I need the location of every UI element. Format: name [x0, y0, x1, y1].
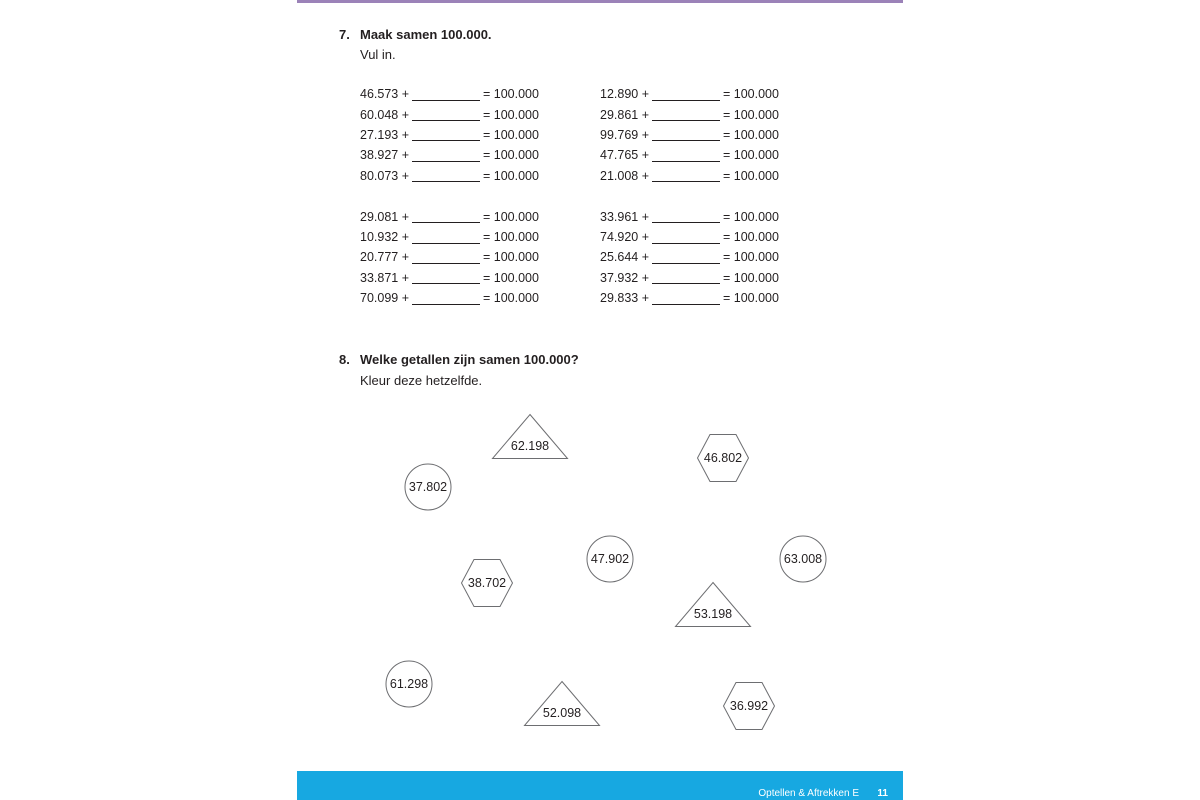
sum-addend: 20.777 +	[360, 250, 410, 265]
sum-result: = 100.000	[723, 87, 779, 102]
sum-row	[600, 247, 830, 267]
sum-result: = 100.000	[483, 148, 539, 163]
footer-bar	[297, 771, 903, 800]
shape-value: 38.702	[467, 576, 507, 590]
sum-result: = 100.000	[483, 250, 539, 265]
sum-addend: 70.099 +	[360, 291, 410, 306]
sum-addend: 47.765 +	[600, 148, 650, 163]
sum-result: = 100.000	[483, 107, 539, 122]
sum-row	[360, 247, 590, 267]
sum-result: = 100.000	[723, 127, 779, 142]
sum-result: = 100.000	[483, 270, 539, 285]
sum-row	[600, 288, 830, 308]
shape-value: 62.198	[510, 439, 550, 453]
exercise-8-instruction: Kleur deze hetzelfde.	[360, 373, 483, 388]
sum-row	[600, 227, 830, 247]
worksheet-page	[297, 0, 903, 800]
answer-blank[interactable]	[652, 271, 720, 284]
sum-result: = 100.000	[723, 107, 779, 122]
sum-addend: 37.932 +	[600, 270, 650, 285]
sum-result: = 100.000	[483, 209, 539, 224]
triangle-number-shape[interactable]	[675, 582, 751, 627]
shape-value: 53.198	[693, 607, 733, 621]
answer-blank[interactable]	[652, 108, 720, 121]
shape-value: 47.902	[590, 552, 630, 566]
sum-result: = 100.000	[723, 291, 779, 306]
answer-blank[interactable]	[412, 169, 480, 182]
answer-blank[interactable]	[412, 108, 480, 121]
sum-row	[360, 206, 590, 226]
answer-blank[interactable]	[652, 251, 720, 264]
answer-blank[interactable]	[412, 149, 480, 162]
sum-addend: 29.833 +	[600, 291, 650, 306]
sums-right-column	[600, 84, 830, 329]
hexagon-number-shape[interactable]	[723, 682, 775, 730]
sum-result: = 100.000	[483, 87, 539, 102]
sum-row	[360, 125, 590, 145]
sum-result: = 100.000	[483, 230, 539, 245]
sum-addend: 60.048 +	[360, 107, 410, 122]
sum-row	[600, 145, 830, 165]
shape-value: 36.992	[729, 699, 769, 713]
answer-blank[interactable]	[412, 271, 480, 284]
exercise-7-instruction: Vul in.	[360, 47, 396, 62]
answer-blank[interactable]	[652, 169, 720, 182]
sum-row	[360, 166, 590, 186]
sum-addend: 46.573 +	[360, 87, 410, 102]
sum-addend: 99.769 +	[600, 127, 650, 142]
answer-blank[interactable]	[412, 251, 480, 264]
sum-row	[360, 84, 590, 104]
sums-left-column	[360, 84, 590, 329]
sum-group	[360, 206, 590, 308]
exercise-7-title: Maak samen 100.000.	[360, 27, 492, 42]
answer-blank[interactable]	[652, 231, 720, 244]
sum-addend: 80.073 +	[360, 168, 410, 183]
shape-value: 46.802	[703, 451, 743, 465]
sum-addend: 74.920 +	[600, 230, 650, 245]
shape-value: 37.802	[408, 480, 448, 494]
sum-addend: 10.932 +	[360, 230, 410, 245]
sum-result: = 100.000	[723, 250, 779, 265]
answer-blank[interactable]	[652, 149, 720, 162]
sum-row	[360, 227, 590, 247]
sum-addend: 25.644 +	[600, 250, 650, 265]
sum-result: = 100.000	[723, 230, 779, 245]
exercise-7-number: 7.	[339, 27, 350, 42]
sum-result: = 100.000	[483, 291, 539, 306]
sum-result: = 100.000	[723, 270, 779, 285]
sum-addend: 29.081 +	[360, 209, 410, 224]
sum-addend: 12.890 +	[600, 87, 650, 102]
answer-blank[interactable]	[412, 88, 480, 101]
sum-row	[600, 104, 830, 124]
circle-number-shape[interactable]	[404, 463, 452, 511]
sum-result: = 100.000	[723, 209, 779, 224]
sum-row	[600, 166, 830, 186]
sum-row	[600, 84, 830, 104]
circle-number-shape[interactable]	[586, 535, 634, 583]
sum-result: = 100.000	[483, 168, 539, 183]
triangle-number-shape[interactable]	[492, 414, 568, 459]
answer-blank[interactable]	[652, 88, 720, 101]
sum-result: = 100.000	[483, 127, 539, 142]
footer-page-number: 11	[877, 788, 888, 799]
shape-value: 61.298	[389, 677, 429, 691]
sum-group	[600, 84, 830, 186]
circle-number-shape[interactable]	[779, 535, 827, 583]
exercise-8-number: 8.	[339, 352, 350, 367]
hexagon-number-shape[interactable]	[461, 559, 513, 607]
sum-addend: 27.193 +	[360, 127, 410, 142]
sum-addend: 21.008 +	[600, 168, 650, 183]
sum-row	[360, 104, 590, 124]
answer-blank[interactable]	[652, 128, 720, 141]
sum-row	[360, 145, 590, 165]
answer-blank[interactable]	[652, 292, 720, 305]
sum-addend: 33.961 +	[600, 209, 650, 224]
hexagon-number-shape[interactable]	[697, 434, 749, 482]
shape-value: 63.008	[783, 552, 823, 566]
sum-result: = 100.000	[723, 148, 779, 163]
sum-addend: 29.861 +	[600, 107, 650, 122]
answer-blank[interactable]	[412, 292, 480, 305]
sum-group	[600, 206, 830, 308]
sum-row	[600, 268, 830, 288]
answer-blank[interactable]	[412, 128, 480, 141]
sum-addend: 33.871 +	[360, 270, 410, 285]
top-rule	[297, 0, 903, 3]
answer-blank[interactable]	[652, 210, 720, 223]
footer-book-title: Optellen & Aftrekken E	[758, 788, 859, 799]
sum-group	[360, 84, 590, 186]
sum-row	[600, 125, 830, 145]
sum-row	[600, 206, 830, 226]
sum-row	[360, 288, 590, 308]
sum-addend: 38.927 +	[360, 148, 410, 163]
shape-value: 52.098	[542, 706, 582, 720]
answer-blank[interactable]	[412, 231, 480, 244]
triangle-number-shape[interactable]	[524, 681, 600, 726]
answer-blank[interactable]	[412, 210, 480, 223]
circle-number-shape[interactable]	[385, 660, 433, 708]
sum-row	[360, 268, 590, 288]
sum-result: = 100.000	[723, 168, 779, 183]
exercise-8-title: Welke getallen zijn samen 100.000?	[360, 352, 579, 367]
